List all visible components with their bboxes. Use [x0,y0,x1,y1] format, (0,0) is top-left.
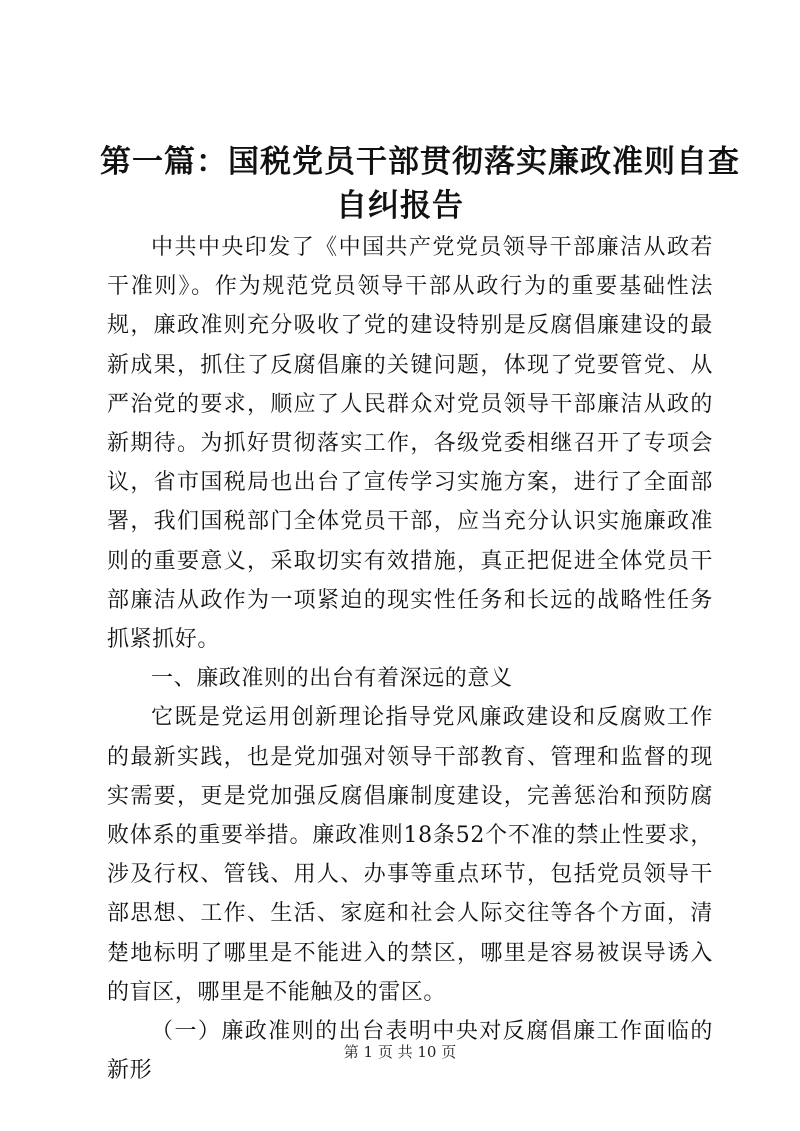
paragraph-significance: 它既是党运用创新理论指导党风廉政建设和反腐败工作的最新实践，也是党加强对领导干部教育、管理和监督的现实需要，更是党加强反腐倡廉制度建设，完善惩治和预防腐败体系的重要举措。廉政准则18条52个不准的禁止性要求，涉及行权、管钱、用人、办事等重点环节，包括党员领导干部思想、工作、生活、家庭和社会人际交往等各个方面，清楚地标明了哪里是不能进入的禁区，哪里是容易被误导诱入的盲区，哪里是不能触及的雷区。 [107,705,713,1005]
document-body [107,228,713,1090]
document-title [100,140,740,228]
page-number: 第 1 页 共 10 页 [343,1043,457,1061]
section-heading: 一、廉政准则的出台有着深远的意义 [151,666,513,692]
page-footer [0,1042,800,1062]
title-line-2: 自纠报告 [336,188,464,224]
paragraph-intro: 中共中央印发了《中国共产党党员领导干部廉洁从政若干准则》。作为规范党员领导干部从政行为的重要基础性法规，廉政准则充分吸收了党的建设特别是反腐倡廉建设的最新成果，抓住了反腐倡廉的关键问题，体现了党要管党、从严治党的要求，顺应了人民群众对党员领导干部廉洁从政的新期待。为抓好贯彻落实工作，各级党委相继召开了专项会议，省市国税局也出台了宣传学习实施方案，进行了全面部署，我们国税部门全体党员干部，应当充分认识实施廉政准则的重要意义，采取切实有效措施，真正把促进全体党员干部廉洁从政作为一项紧迫的现实性任务和长远的战略性任务抓紧抓好。 [107,235,713,653]
title-line-1: 第一篇：国税党员干部贯彻落实廉政准则自查 [100,144,740,180]
subsection-heading: （一）廉政准则的出台表明中央对反腐倡廉工作面临的新形 [107,1019,713,1084]
